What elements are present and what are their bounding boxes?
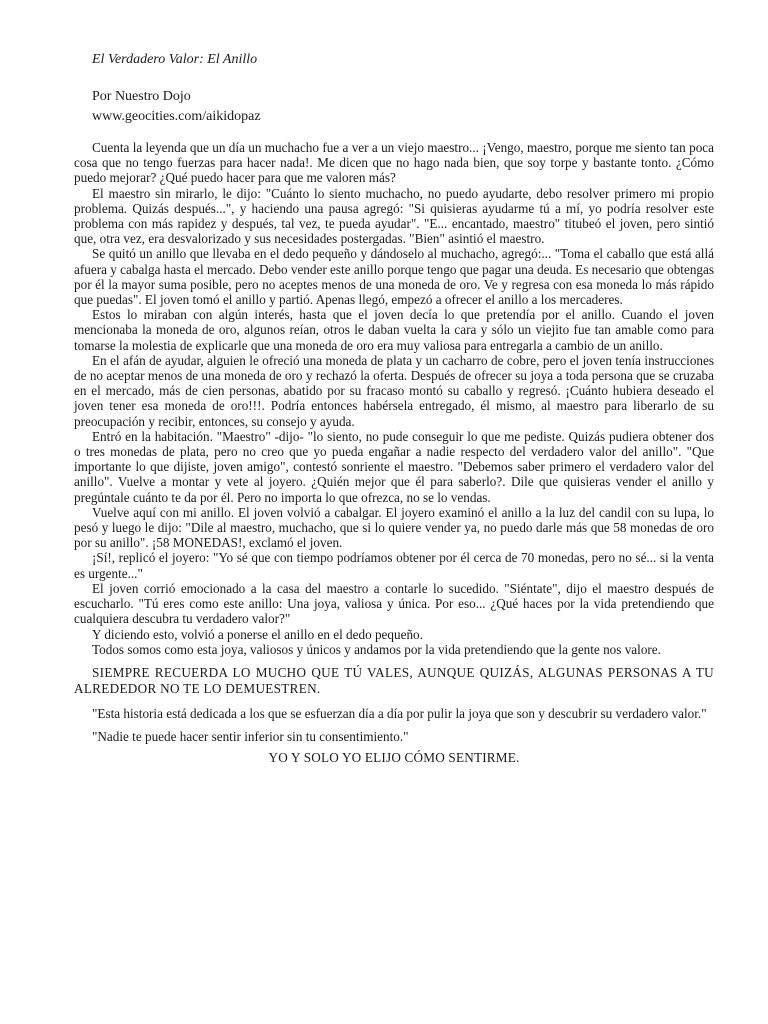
paragraph: El maestro sin mirarlo, le dijo: "Cuánto lo siento muchacho, no puedo ayudarte, debo resolver primero mi propio problema. Quizás después...", y haciendo una pausa agregó: "Si quisieras ayudarme tú a mí, yo podría resolver este problema con más rapidez y después, tal vez, te pueda ayudar". "E... encantado, maestro" titubeó el joven, pero sintió que, otra vez, era desvalorizado y sus necesidades postergadas. "Bien" asintió el maestro. [74,185,714,247]
reminder-text: SIEMPRE RECUERDA LO MUCHO QUE TÚ VALES, AUNQUE QUIZÁS, ALGUNAS PERSONAS A TU ALREDEDOR NO TE LO DEMUESTREN. [74,664,714,697]
quote-text: "Nadie te puede hacer sentir inferior sin tu consentimiento." [92,729,409,745]
document-meta [92,87,261,127]
document-body [74,140,714,766]
paragraph: ¡Sí!, replicó el joyero: "Yo sé que con tiempo podríamos obtener por él cerca de 70 monedas, pero no sé... si la venta es urgente..." [74,550,714,581]
paragraph: Y diciendo esto, volvió a ponerse el anillo en el dedo pequeño. [92,626,423,642]
paragraph: Vuelve aquí con mi anillo. El joven volvió a cabalgar. El joyero examinó el anillo a la luz del candil con su lupa, lo pesó y luego le dijo: "Dile al maestro, muchacho, que si lo quiere vender ya, no puedo darle más que 58 monedas de oro por su anillo". ¡58 MONEDAS!, exclamó el joven. [74,504,714,551]
paragraph: Se quitó un anillo que llevaba en el dedo pequeño y dándoselo al muchacho, agregó:... "Toma el caballo que está allá afuera y cabalga hasta el mercado. Debo vender este anillo porque tengo que pagar una deuda. Es necesario que obtengas por él la mayor suma posible, pero no aceptes menos de una moneda de oro. Ve y regresa con esa moneda lo más rápido que puedas". El joven tomó el anillo y partió. Apenas llegó, empezó a ofrecer el anillo a los mercaderes. [74,246,714,308]
document-title: El Verdadero Valor: El Anillo [92,52,258,67]
paragraph: Cuenta la leyenda que un día un muchacho fue a ver a un viejo maestro... ¡Vengo, maestro, porque me siento tan poca cosa que no tengo fuerzas para hacer nada!. Me dicen que no hago nada bien, que soy torpe y bastante tonto. ¿Cómo puedo mejorar? ¿Qué puedo hacer para que me valoren más? [74,140,714,186]
dedication-text: "Esta historia está dedicada a los que se esfuerzan día a día por pulir la joya que son y descubrir su verdadero valor." [92,705,707,721]
paragraph: Estos lo miraban con algún interés, hasta que el joven decía lo que pretendía por el anillo. Cuando el joven mencionaba la moneda de oro, algunos reían, otros le daban vuelta la cara y sólo un viejito fue tan amable como para tomarse la molestia de explicarle que una moneda de oro era muy valiosa para entregarla a cambio de un anillo. [74,307,714,353]
final-statement: YO Y SOLO YO ELIJO CÓMO SENTIRME. [268,750,520,766]
paragraph: El joven corrió emocionado a la casa del maestro a contarle lo sucedido. "Siéntate", dijo el maestro después de escucharlo. "Tú eres como este anillo: Una joya, valiosa y única. Por eso... ¿Qué haces por la vida pretendiendo que cualquiera descubra tu verdadero valor?" [74,580,714,627]
paragraph: En el afán de ayudar, alguien le ofreció una moneda de plata y un cacharro de cobre, pero el joven tenía instrucciones de no aceptar menos de una moneda de oro y rechazó la oferta. Después de ofrecer su joya a toda persona que se cruzaba en el mercado, más de cien personas, abatido por su fracaso montó su caballo y regresó. ¡Cuánto hubiera deseado el joven tener esa moneda de oro!!!. Podría entonces habérsela entregado, él mismo, al maestro para liberarlo de su preocupación y recibir, entonces, su consejo y ayuda. [74,352,714,429]
paragraph: Todos somos como esta joya, valiosos y únicos y andamos por la vida pretendiendo que la gente nos valore. [92,641,661,657]
author-line: Por Nuestro Dojo [92,89,191,104]
paragraph: Entró en la habitación. "Maestro" -dijo- "lo siento, no pude conseguir lo que me pediste. Quizás pudiera obtener dos o tres monedas de plata, pero no creo que yo pueda engañar a nadie respecto del verdadero valor del anillo". "Que importante lo que dijiste, joven amigo", contestó sonriente el maestro. "Debemos saber primero el verdadero valor del anillo". Vuelve a montar y vete al joyero. ¿Quién mejor que él para saberlo?. Dile que quisieras vender el anillo y pregúntale cuánto te da por él. Pero no importa lo que ofrezca, no se lo vendas. [74,428,714,505]
website-line: www.geocities.com/aikidopaz [92,109,261,124]
